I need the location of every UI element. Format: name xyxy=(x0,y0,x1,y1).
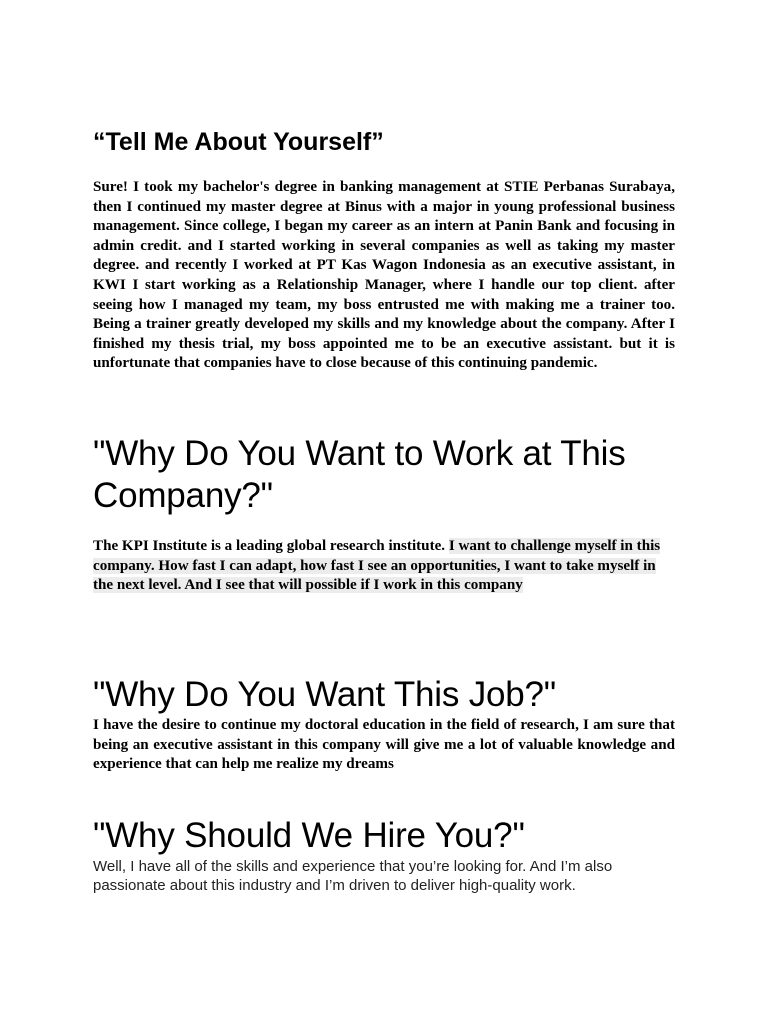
paragraph-why-this-company xyxy=(93,537,675,596)
paragraph-why-this-job: I have the desire to continue my doctoral education in the field of research, I am sure that being an executive assistant in this company will give me a lot of valuable knowledge and experience that can help me realize my dreams xyxy=(93,717,675,773)
heading-why-this-job: "Why Do You Want This Job?" xyxy=(93,675,557,714)
heading-why-this-company: "Why Do You Want to Work at This Company?" xyxy=(93,434,626,515)
heading-why-hire-you: "Why Should We Hire You?" xyxy=(93,816,525,855)
paragraph-tell-me-about-yourself: Sure! I took my bachelor's degree in banking management at STIE Perbanas Surabaya, then I continued my master degree at Binus with a major in young professional business management. Since college, I began my career as an intern at Panin Bank and focusing in admin credit. and I started working in several companies as well as taking my master degree. and recently I worked at PT Kas Wagon Indonesia as an executive assistant, in KWI I start working as a Relationship Manager, where I handle our top client. after seeing how I managed my team, my boss entrusted me with making me a trainer too. Being a trainer greatly developed my skills and my knowledge about the company. After I finished my thesis trial, my boss appointed me to be an executive assistant. but it is unfortunate that companies have to close because of this continuing pandemic. xyxy=(93,179,675,372)
paragraph-plain-text: The KPI Institute is a leading global research institute. xyxy=(93,538,449,554)
paragraph-why-hire-you: Well, I have all of the skills and experience that you’re looking for. And I’m also passionate about this industry and I’m driven to deliver high-quality work. xyxy=(93,858,613,894)
heading-tell-me-about-yourself: “Tell Me About Yourself” xyxy=(93,128,384,156)
highlighted-text: I want to challenge myself in this company. How fast I can adapt, how fast I see an opportunities, I want to take myself in the next level. And I see that will possible if I work in this company xyxy=(93,538,661,594)
